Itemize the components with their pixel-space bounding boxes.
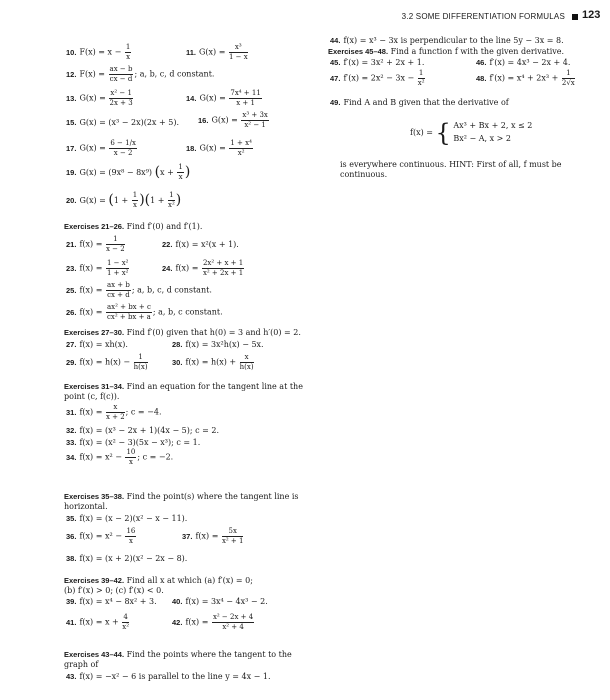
- exercises-43-44-heading-cont: graph of: [64, 660, 99, 669]
- exercises-45-48-heading: Exercises 45–48. Find a function f with the given derivative.: [328, 47, 565, 56]
- problem-13: 13. G(x) = $\frac{\text{x² − 1}}{2x + 3}$: [66, 89, 133, 107]
- problem-40: 40. f(x) = 3x⁴ − 4x³ − 2.: [172, 597, 268, 606]
- problem-42: 42. f(x) = $\frac{\text{x² − 2x + 4}}{\text{x² + 4}}$: [172, 613, 254, 631]
- problem-35: 35. f(x) = (x − 2)(x² − x − 11).: [66, 514, 188, 523]
- piecewise-case-2: Bx² − A, x > 2: [453, 134, 511, 143]
- exercises-39-42-heading-cont: (b) f′(x) > 0; (c) f′(x) < 0.: [64, 586, 164, 595]
- problem-28: 28. f(x) = 3x²h(x) − 5x.: [172, 340, 264, 349]
- problem-22: 22. f(x) = x²(x + 1).: [162, 240, 239, 249]
- problem-38: 38. f(x) = (x + 2)(x² − 2x − 8).: [66, 554, 188, 563]
- problem-26: 26. f(x) = $\frac{\text{ax² + bx + c}}{\text{cx² + bx + a}}$ ; a, b, c constant.: [66, 303, 223, 321]
- exercises-21-26-heading: Exercises 21–26. Find f′(0) and f′(1).: [64, 222, 203, 231]
- problem-23: 23. f(x) = $\frac{\text{1 − x²}}{\text{1 + x²}}$: [66, 259, 129, 277]
- problem-21: 21. f(x) = $\frac{1}{x - 2}$: [66, 235, 125, 253]
- continuity-note: is everywhere continuous. HINT: First of all, f must be: [340, 160, 562, 169]
- problem-39: 39. f(x) = x⁴ − 8x² + 3.: [66, 597, 157, 606]
- problem-29: 29. f(x) = h(x) − $\frac{1}{h(x)}$: [66, 353, 148, 371]
- page-number: 123: [582, 9, 601, 21]
- exercises-31-34-heading: Exercises 31–34. Find an equation for the tangent line at the: [64, 382, 303, 391]
- problem-31: 31. f(x) = $\frac{x}{x + 2}$ ; c = −4.: [66, 403, 162, 421]
- continuity-note-cont: continuous.: [340, 170, 388, 179]
- problem-14: 14. G(x) = $\frac{\text{7x⁴ + 11}}{x + 1}$: [186, 89, 261, 107]
- problem-45: 45. f′(x) = 3x² + 2x + 1.: [330, 58, 425, 67]
- problem-27: 27. f(x) = xh(x).: [66, 340, 128, 349]
- piecewise-function: f(x) = { Ax³ + Bx + 2, x ≤ 2 Bx² − A, x > 2: [410, 119, 533, 147]
- header-square-icon: [572, 14, 578, 20]
- page-header: [0, 9, 610, 25]
- problem-36: 36. f(x) = x² − $\frac{16}{x}$: [66, 527, 136, 545]
- problem-24: 24. f(x) = $\frac{\text{2x² + x + 1}}{\text{x² + 2x + 1}}$: [162, 259, 244, 277]
- exercises-31-34-heading-cont: point (c, f(c)).: [64, 392, 120, 401]
- problem-34: 34. f(x) = x² − $\frac{10}{x}$ ; c = −2.: [66, 448, 174, 466]
- problem-20: 20. G(x) = (1 + $\frac{1}{x}$ )(1 + $\frac{1}{\text{x²}}$ ): [66, 191, 182, 210]
- problem-32: 32. f(x) = (x³ − 2x + 1)(4x − 5); c = 2.: [66, 426, 220, 435]
- exercises-27-30-heading: Exercises 27–30. Find f′(0) given that h(0) = 3 and h′(0) = 2.: [64, 328, 301, 337]
- problem-17: 17. G(x) = $\frac{6 - 1/x}{x - 2}$: [66, 139, 136, 157]
- problem-19: 19. G(x) = (9x⁸ − 8x⁹) (x + $\frac{1}{x}$ ): [66, 163, 191, 182]
- problem-37: 37. f(x) = $\frac{5x}{\text{x² + 1}}$: [182, 527, 244, 545]
- problem-15: 15. G(x) = (x³ − 2x)(2x + 5).: [66, 118, 179, 127]
- problem-48: 48. f′(x) = x⁴ + 2x³ + $\frac{1}{2√x}$: [476, 69, 575, 87]
- problem-47: 47. f′(x) = 2x² − 3x − $\frac{1}{\text{x²}}$: [330, 69, 425, 87]
- problem-18: 18. G(x) = $\frac{\text{1 + x⁴}}{\text{x²}}$: [186, 139, 252, 157]
- exercises-39-42-heading: Exercises 39–42. Find all x at which (a) f′(x) = 0;: [64, 576, 253, 585]
- problem-46: 46. f′(x) = 4x³ − 2x + 4.: [476, 58, 571, 67]
- problem-16: 16. G(x) = $\frac{\text{x³ + 3x}}{\text{x² − 1}}$: [198, 111, 268, 129]
- problem-49: 49. Find A and B given that the derivative of: [330, 98, 509, 107]
- problem-11: 11. G(x) = $\frac{\text{x³}}{1 - x}$: [186, 43, 248, 61]
- problem-12: 12. F(x) = $\frac{ax - b}{cx - d}$ ; a, b, c, d constant.: [66, 65, 215, 83]
- problem-10: 10. F(x) = x − $\frac{1}{x}$: [66, 43, 131, 61]
- exercises-35-38-heading: Exercises 35–38. Find the point(s) where the tangent line is: [64, 492, 299, 501]
- problem-44: 44. f(x) = x³ − 3x is perpendicular to the line 5y − 3x = 8.: [330, 36, 564, 45]
- problem-25: 25. f(x) = $\frac{ax + b}{cx + d}$ ; a, b, c, d constant.: [66, 281, 212, 299]
- section-title: 3.2 SOME DIFFERENTIATION FORMULAS: [401, 12, 565, 21]
- problem-33: 33. f(x) = (x² − 3)(5x − x³); c = 1.: [66, 438, 201, 447]
- problem-43: 43. f(x) = −x² − 6 is parallel to the line y = 4x − 1.: [66, 672, 271, 681]
- exercises-35-38-heading-cont: horizontal.: [64, 502, 108, 511]
- problem-30: 30. f(x) = h(x) + $\frac{x}{h(x)}$: [172, 353, 254, 371]
- piecewise-case-1: Ax³ + Bx + 2, x ≤ 2: [453, 121, 533, 131]
- exercises-43-44-heading: Exercises 43–44. Find the points where the tangent to the: [64, 650, 292, 659]
- problem-41: 41. f(x) = x + $\frac{4}{\text{x²}}$: [66, 613, 130, 631]
